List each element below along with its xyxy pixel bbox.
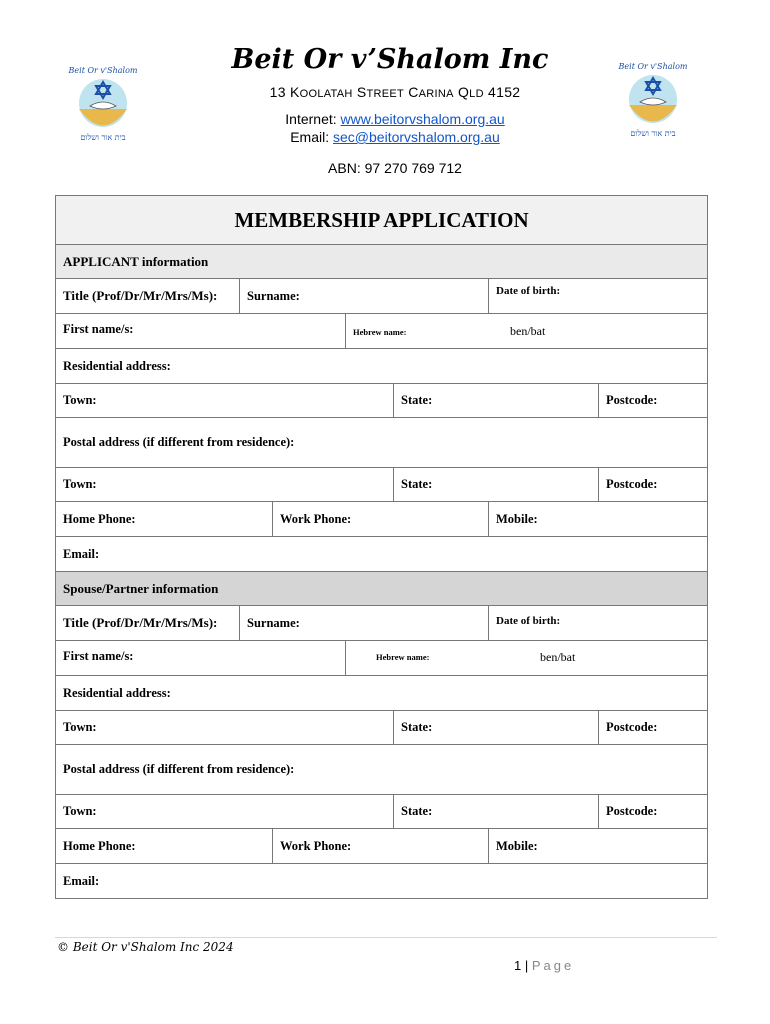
spouse-postal-state-field[interactable]: State: xyxy=(394,795,599,829)
svg-text:בית אור ושלום: בית אור ושלום xyxy=(80,133,126,142)
spouse-surname-field[interactable]: Surname: xyxy=(240,606,489,641)
spouse-section-header: Spouse/Partner information xyxy=(56,572,708,606)
spouse-work-phone-field[interactable]: Work Phone: xyxy=(273,829,489,864)
applicant-section-header: APPLICANT information xyxy=(56,245,708,279)
page-number-value: 1 xyxy=(514,958,522,973)
footer-divider xyxy=(55,937,717,938)
spouse-state-field[interactable]: State: xyxy=(394,711,599,745)
spouse-town-field[interactable]: Town: xyxy=(56,711,394,745)
website-link[interactable]: www.beitorvshalom.org.au xyxy=(340,111,505,127)
organization-address: 13 KOOLATAH STREET CARINA QLD 4152 xyxy=(269,84,521,100)
applicant-title-field[interactable]: Title (Prof/Dr/Mr/Mrs/Ms): xyxy=(56,279,240,314)
spouse-postal-postcode-field[interactable]: Postcode: xyxy=(599,795,708,829)
applicant-work-phone-field[interactable]: Work Phone: xyxy=(273,502,489,537)
applicant-postcode-field[interactable]: Postcode: xyxy=(599,384,708,418)
svg-text:Beit Or v'Shalom: Beit Or v'Shalom xyxy=(68,66,138,75)
applicant-residential-address-field[interactable]: Residential address: xyxy=(56,349,708,384)
hebrew-name-label: Hebrew name: xyxy=(376,652,430,662)
spouse-dob-field[interactable]: Date of birth: xyxy=(489,606,708,641)
applicant-home-phone-field[interactable]: Home Phone: xyxy=(56,502,273,537)
hebrew-name-label: Hebrew name: xyxy=(353,326,407,337)
spouse-home-phone-field[interactable]: Home Phone: xyxy=(56,829,273,864)
email-link[interactable]: sec@beitorvshalom.org.au xyxy=(333,129,500,145)
applicant-surname-field[interactable]: Surname: xyxy=(240,279,489,314)
applicant-state-field[interactable]: State: xyxy=(394,384,599,418)
applicant-dob-field[interactable]: Date of birth: xyxy=(489,279,708,314)
spouse-postcode-field[interactable]: Postcode: xyxy=(599,711,708,745)
page-word: Page xyxy=(531,958,575,973)
spouse-postal-town-field[interactable]: Town: xyxy=(56,795,394,829)
internet-label: Internet: xyxy=(285,111,337,127)
copyright-notice: © Beit Or v'Shalom Inc 2024 xyxy=(57,940,234,954)
applicant-hebrew-name-field[interactable] xyxy=(346,314,708,349)
form-title: MEMBERSHIP APPLICATION xyxy=(56,196,708,245)
applicant-postal-town-field[interactable]: Town: xyxy=(56,468,394,502)
applicant-postal-address-field[interactable]: Postal address (if different from residence): xyxy=(56,418,708,468)
ben-bat-label: ben/bat xyxy=(510,324,546,338)
applicant-mobile-field[interactable]: Mobile: xyxy=(489,502,708,537)
spouse-postal-address-field[interactable]: Postal address (if different from residence): xyxy=(56,745,708,795)
organization-name: Beit Or v’Shalom Inc xyxy=(231,44,549,75)
email-label: Email: xyxy=(290,129,330,145)
applicant-postal-state-field[interactable]: State: xyxy=(394,468,599,502)
spouse-title-field[interactable]: Title (Prof/Dr/Mr/Mrs/Ms): xyxy=(56,606,240,641)
svg-text:בית אור ושלום: בית אור ושלום xyxy=(630,129,676,138)
applicant-town-field[interactable]: Town: xyxy=(56,384,394,418)
svg-text:Beit Or v'Shalom: Beit Or v'Shalom xyxy=(618,62,688,71)
page-number: 1 | Page xyxy=(514,958,575,973)
spouse-email-field[interactable]: Email: xyxy=(56,864,708,899)
spouse-mobile-field[interactable]: Mobile: xyxy=(489,829,708,864)
spouse-first-names-field[interactable]: First name/s: xyxy=(56,641,346,676)
spouse-residential-address-field[interactable]: Residential address: xyxy=(56,676,708,711)
contact-block xyxy=(0,110,770,146)
ben-bat-label: ben/bat xyxy=(540,650,576,664)
applicant-first-names-field[interactable]: First name/s: xyxy=(56,314,346,349)
membership-form xyxy=(55,195,708,899)
abn-number: ABN: 97 270 769 712 xyxy=(328,160,462,176)
spouse-hebrew-name-field[interactable] xyxy=(346,641,708,676)
applicant-email-field[interactable]: Email: xyxy=(56,537,708,572)
applicant-postal-postcode-field[interactable]: Postcode: xyxy=(599,468,708,502)
